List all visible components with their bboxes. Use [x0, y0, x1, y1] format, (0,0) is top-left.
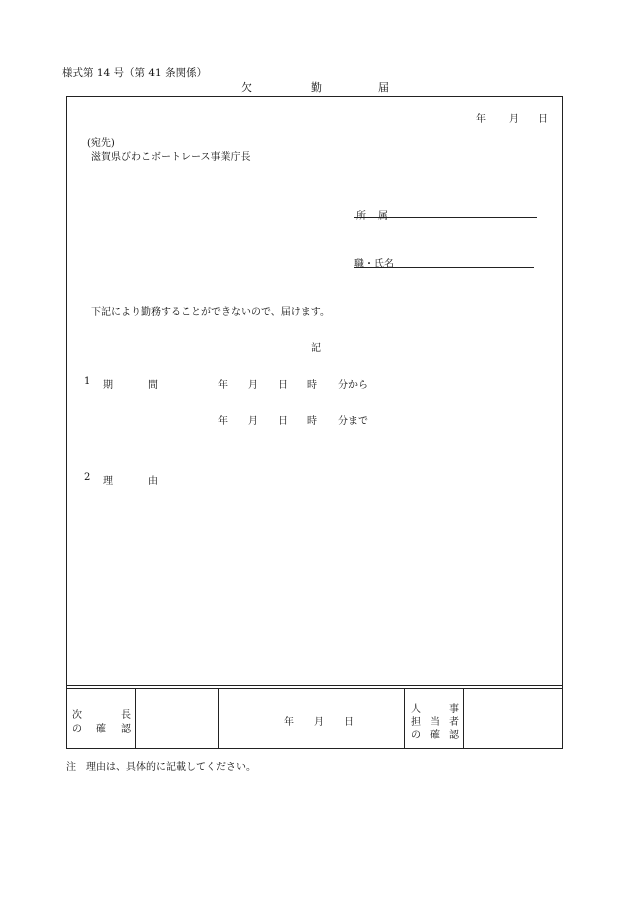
reason-label-1: 理 — [103, 476, 113, 487]
hr-g: 確 — [430, 730, 440, 741]
to-year: 年 — [218, 416, 228, 427]
from-day: 日 — [278, 380, 288, 391]
footnote: 注 理由は、具体的に記載してください。 — [66, 762, 256, 773]
table-divider-1 — [135, 688, 136, 749]
to-hour: 時 — [307, 416, 317, 427]
form-number: 様式第 14 号（第 41 条関係） — [62, 67, 208, 79]
affiliation-label-1: 所 — [356, 211, 366, 222]
form-title-char-1: 欠 — [241, 81, 252, 94]
date-month: 月 — [509, 114, 519, 125]
from-month: 月 — [248, 380, 258, 391]
table-divider-3 — [404, 688, 405, 749]
confirm-date-year: 年 — [284, 717, 294, 728]
table-divider-4 — [463, 688, 464, 749]
addressee-name: 滋賀県びわこボートレース事業庁長 — [91, 152, 251, 163]
from-year: 年 — [218, 380, 228, 391]
form-title-char-2: 勤 — [311, 81, 322, 94]
period-label-1: 期 — [103, 380, 113, 391]
hr-a: 人 — [411, 704, 421, 715]
vice-chief-a: 次 — [72, 710, 82, 721]
date-day: 日 — [538, 114, 548, 125]
hr-b: 事 — [449, 704, 459, 715]
affiliation-underline — [354, 217, 537, 218]
hr-c: 担 — [411, 717, 421, 728]
confirm-date-month: 月 — [314, 717, 324, 728]
table-separator-bottom — [66, 688, 563, 689]
addressee-prefix: (宛先) — [87, 138, 115, 149]
to-day: 日 — [278, 416, 288, 427]
to-month: 月 — [248, 416, 258, 427]
affiliation-label-2: 属 — [378, 211, 388, 222]
from-minute: 分から — [338, 380, 368, 391]
hr-d: 当 — [430, 717, 440, 728]
body-text: 下記により勤務することができないので、届けます。 — [91, 307, 330, 318]
vice-chief-e: 認 — [121, 724, 131, 735]
date-year: 年 — [476, 114, 486, 125]
table-separator-top — [66, 685, 563, 686]
vice-chief-d: 確 — [96, 724, 106, 735]
ki-heading: 記 — [311, 343, 321, 354]
reason-label-2: 由 — [148, 476, 158, 487]
period-number: 1 — [84, 376, 91, 387]
hr-h: 認 — [449, 730, 459, 741]
position-name-underline — [354, 267, 534, 268]
hr-e: 者 — [449, 717, 459, 728]
table-divider-2 — [218, 688, 219, 749]
vice-chief-c: の — [72, 724, 82, 735]
confirm-date-day: 日 — [344, 717, 354, 728]
from-hour: 時 — [307, 380, 317, 391]
to-minute: 分まで — [338, 416, 368, 427]
vice-chief-b: 長 — [121, 710, 131, 721]
hr-f: の — [411, 730, 421, 741]
form-title-char-3: 届 — [378, 81, 389, 94]
position-name-label: 職・氏名 — [354, 259, 394, 270]
period-label-2: 間 — [148, 380, 158, 391]
reason-number: 2 — [84, 472, 91, 483]
